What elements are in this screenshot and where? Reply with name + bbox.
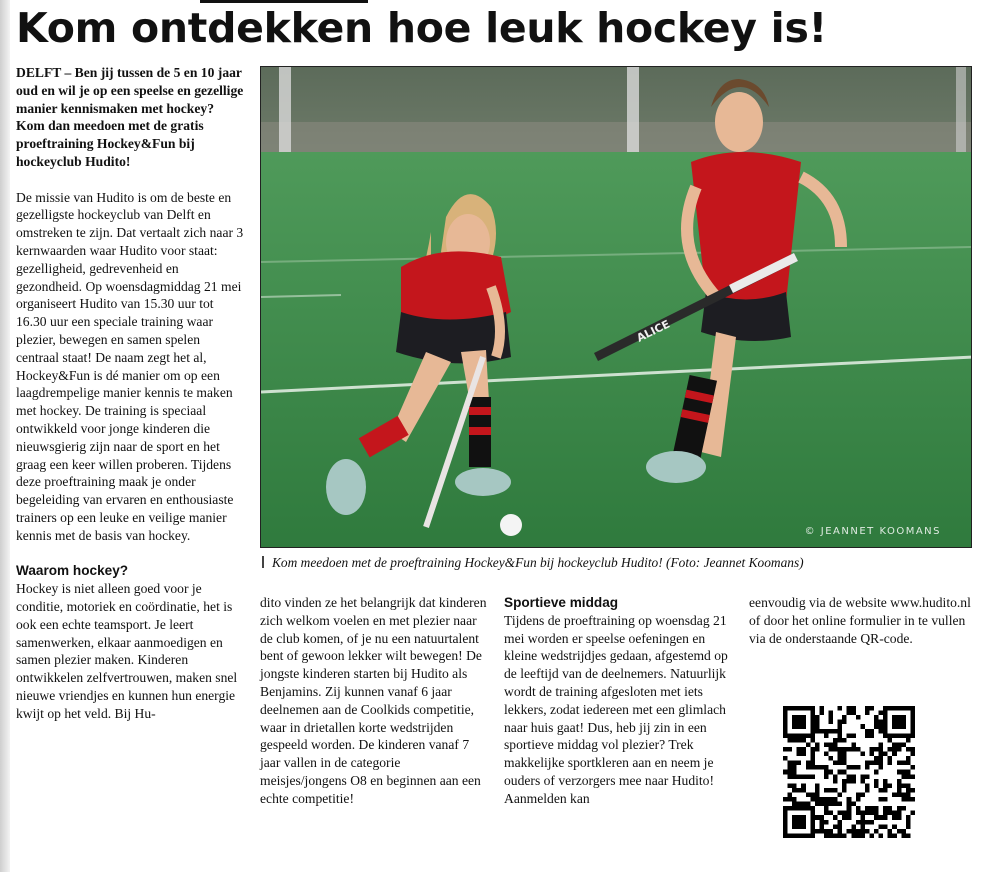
photo-caption <box>262 554 974 572</box>
photo-caption-text: Kom meedoen met de proeftraining Hockey&Fun bij hockeyclub Hudito! (Foto: Jeannet Koomans) <box>272 555 804 570</box>
article-column-4 <box>749 594 974 647</box>
article-paragraph-4: eenvoudig via de website www.hudito.nl of door het online formulier in te vullen via de onderstaande QR-code. <box>749 595 971 646</box>
stick-text: ALICE <box>634 317 672 345</box>
hockey-photo-illustration <box>261 67 972 548</box>
article-paragraph-3: Tijdens de proeftraining op woensdag 21 mei worden er speelse oefeningen en kleine wedstrijdjes gedaan, afgestemd op de leeftijd van de deelnemers. Natuurlijk wordt de training afgesloten met iets lekkers, zodat iedereen met een glimlach naar huis gaat! Dus, heb jij zin in een sportieve middag vol plezier? Trek makkelijke sportkleren aan en neem je ouders of verzorgers mee naar Hudito! Aanmelden kan <box>504 612 728 806</box>
hockey-ball <box>500 514 522 536</box>
hockey-photo <box>260 66 972 548</box>
page-edge <box>0 0 10 872</box>
article-column-1 <box>16 64 246 722</box>
article-column-3 <box>504 594 734 808</box>
subhead-sportieve-middag: Sportieve middag <box>504 595 619 610</box>
qr-code[interactable] <box>783 706 915 838</box>
caption-bar <box>262 556 264 568</box>
article-paragraph-1: De missie van Hudito is om de beste en gezelligste hockeyclub van Delft en omstreken te zijn. Dat vertaalt zich naar 3 kernwaarden waar Hudito voor staat: gezelligheid, gedrevenheid en gezondheid. Op woensdagmiddag 21 mei organiseert Hudito van 15.30 uur tot 16.30 uur een speciale training waar plezier, bewegen en samen spelen centraal staat! De naam zegt het al, Hockey&Fun is dé manier om op een laagdrempelige manier kennis te maken met hockey. De training is speciaal ontwikkeld voor jonge kinderen die nieuwsgierig zijn naar de sport en het graag een keer willen proberen. Tijdens deze proeftraining maak je onder begeleiding van ervaren en enthousiaste trainers op een leuke en veilige manier kennis met de basis van hockey. <box>16 189 244 543</box>
photo-credit: © JEANNET KOOMANS <box>804 526 941 537</box>
subhead-waarom-hockey: Waarom hockey? <box>16 563 129 579</box>
headline: Kom ontdekken hoe leuk hockey is! <box>16 4 827 52</box>
article-lead: DELFT – Ben jij tussen de 5 en 10 jaar oud en wil je op een speelse en gezellige manier kennismaken met hockey? Kom dan meedoen met de gratis proeftraining Hockey&Fun bij hockeyclub Hudito! <box>16 65 244 169</box>
article-paragraph-2a: Hockey is niet alleen goed voor je conditie, motoriek en coördinatie, het is ook een echte teamsport. Je leert samenwerken, elkaar aanmoedigen en samen plezier maken. Kinderen ontwikkelen zelfvertrouwen, maken snel nieuwe vriendjes en kunnen hun energie kwijt op het veld. Bij Hu- <box>16 581 238 721</box>
article-paragraph-2b: dito vinden ze het belangrijk dat kinderen zich welkom voelen en met plezier naar de club komen, of je nu een natuurtalent bent of gewoon lekker wilt bewegen! De jongste kinderen starten bij Hudito als Benjamins. Zij kunnen vanaf 6 jaar deelnemen aan de Coolkids competitie, waar in drietallen korte wedstrijden gespeeld worden. De kinderen vanaf 7 jaar vallen in de categorie meisjes/jongens O8 en beginnen aan een echte competitie! <box>260 595 487 806</box>
article-column-2 <box>260 594 490 808</box>
